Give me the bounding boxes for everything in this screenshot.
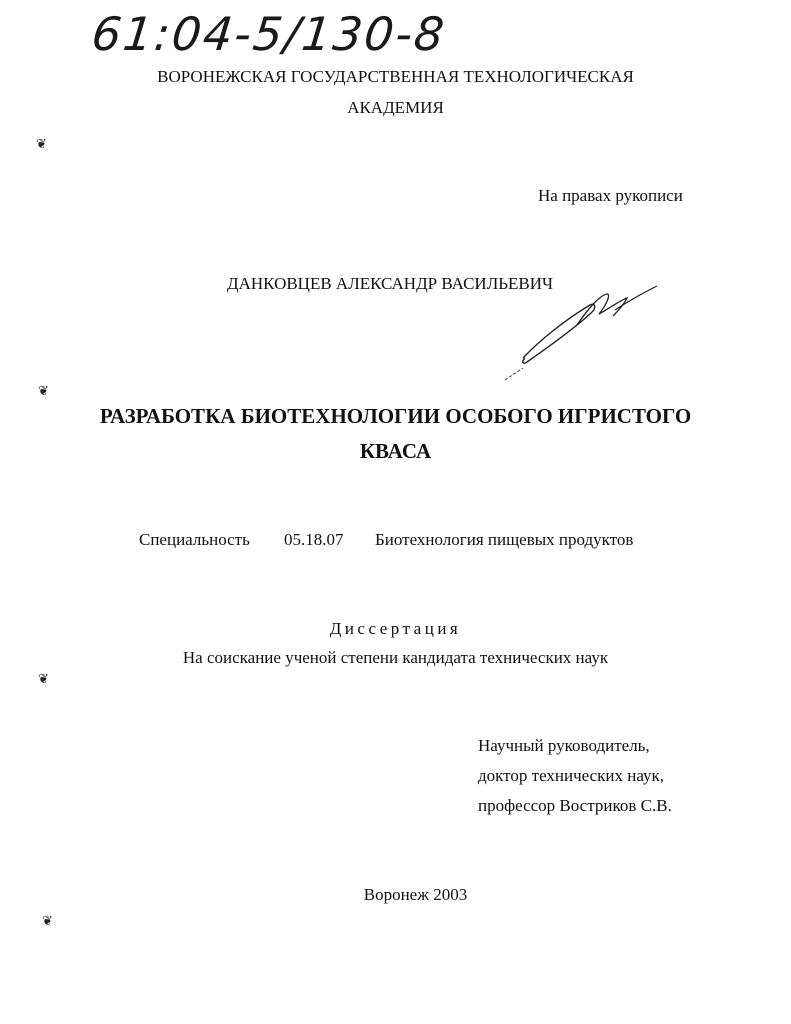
author-name: ДАНКОВЦЕВ АЛЕКСАНДР ВАСИЛЬЕВИЧ: [227, 274, 554, 293]
institution-line-1: ВОРОНЕЖСКАЯ ГОСУДАРСТВЕННАЯ ТЕХНОЛОГИЧЕСКАЯ: [157, 67, 634, 86]
place-and-year: Воронеж 2003: [363, 885, 468, 904]
degree-statement: На соискание ученой степени кандидата технических наук: [182, 648, 609, 667]
signature-icon: [495, 280, 665, 390]
margin-mark-icon: ❦: [36, 137, 47, 152]
margin-mark-icon: ❦: [38, 672, 49, 687]
specialty-name: Биотехнология пищевых продуктов: [375, 530, 634, 549]
margin-mark-icon: ❦: [38, 384, 49, 399]
manuscript-note: На правах рукописи: [538, 186, 683, 205]
handwritten-archive-code: 61:04-5/130-8: [89, 7, 449, 61]
supervisor-line-1: Научный руководитель,: [478, 736, 650, 755]
supervisor-line-2: доктор технических наук,: [478, 766, 665, 785]
dissertation-title-line-1: РАЗРАБОТКА БИОТЕХНОЛОГИИ ОСОБОГО ИГРИСТОГО: [99, 404, 692, 428]
specialty-code: 05.18.07: [284, 530, 344, 549]
supervisor-line-3: профессор Востриков С.В.: [478, 796, 672, 815]
margin-mark-icon: ❦: [42, 914, 53, 929]
institution-line-2: АКАДЕМИЯ: [347, 98, 444, 117]
specialty-label: Специальность: [139, 530, 250, 549]
dissertation-title-line-2: КВАСА: [359, 439, 432, 463]
document-type: Диссертация: [329, 619, 462, 638]
